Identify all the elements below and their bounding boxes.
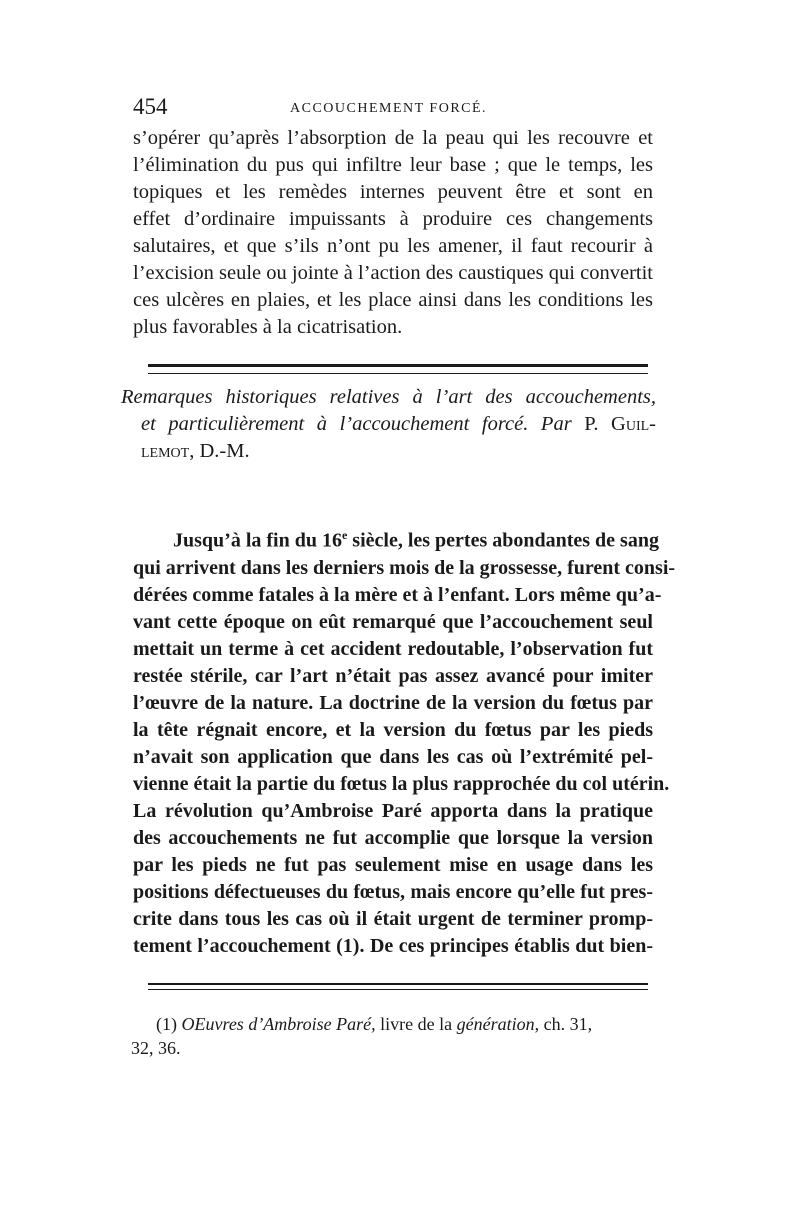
text-line: des accouchements ne fut accomplie que lorsque la version xyxy=(133,826,653,849)
footnote xyxy=(131,1012,671,1060)
text-fragment: Jusqu’à la fin du 16 xyxy=(173,529,342,552)
text-line: n’avait son application que dans les cas où l’extrémité pel- xyxy=(133,745,653,768)
page-header xyxy=(133,94,653,120)
footnote-marker: (1) xyxy=(156,1014,182,1034)
cited-work-title: OEuvres d’Ambroise Paré, xyxy=(181,1014,376,1034)
text-line xyxy=(133,522,659,555)
article-title xyxy=(121,384,656,465)
author-name-continued: lemot, D.-M. xyxy=(141,440,250,462)
previous-paragraph xyxy=(133,125,653,341)
text-line: crite dans tous les cas où il était urgent de terminer promp- xyxy=(133,907,653,930)
text-line: l’excision seule ou jointe à l’action des caustiques qui convertit xyxy=(133,262,653,284)
text-line: la tête régnait encore, et la version du fœtus par les pieds xyxy=(133,718,653,741)
text-line: La révolution qu’Ambroise Paré apporta dans la pratique xyxy=(133,799,653,822)
author-name: P. Guil- xyxy=(584,413,657,435)
text-line: effet d’ordinaire impuissants à produire ces changements xyxy=(133,208,653,230)
body-paragraph xyxy=(133,522,676,960)
text-line: l’élimination du pus qui infiltre leur base ; que le temps, les xyxy=(133,154,653,176)
text-line: restée stérile, car l’art n’était pas assez avancé pour imiter xyxy=(133,664,653,687)
title-line xyxy=(121,411,656,438)
superscript: e xyxy=(341,528,348,542)
footnote-line xyxy=(131,1012,671,1036)
text-line: salutaires, et que s’ils n’ont pu les amener, il faut recourir à xyxy=(133,235,653,257)
text-line: tement l’accouchement (1). De ces principes établis dut bien- xyxy=(133,934,653,957)
running-title: ACCOUCHEMENT FORCÉ. xyxy=(290,101,488,116)
footnote-text: livre de la xyxy=(375,1014,457,1034)
text-line: topiques et les remèdes internes peuvent être et sont en xyxy=(133,181,653,203)
title-text: et particulièrement à l’accouchement forcé. Par xyxy=(141,413,572,435)
text-line: qui arrivent dans les derniers mois de la grossesse, furent consi- xyxy=(133,556,676,579)
section-divider xyxy=(148,364,648,374)
page-number: 454 xyxy=(133,94,168,119)
text-line: plus favorables à la cicatrisation. xyxy=(133,316,403,338)
footnote-line: 32, 36. xyxy=(131,1038,181,1058)
text-fragment: siècle, les pertes abondantes de sang xyxy=(347,529,659,552)
cited-section-title: génération xyxy=(456,1014,535,1034)
title-line: Remarques historiques relatives à l’art des accouchements, xyxy=(121,386,656,408)
text-line: mettait un terme à cet accident redoutable, l’observation fut xyxy=(133,637,653,660)
footnote-divider xyxy=(148,983,648,990)
text-line: s’opérer qu’après l’absorption de la peau qui les recouvre et xyxy=(133,127,653,149)
text-line: ces ulcères en plaies, et les place ainsi dans les conditions les xyxy=(133,289,653,311)
text-line: positions défectueuses du fœtus, mais encore qu’elle fut pres- xyxy=(133,880,653,903)
text-line: vant cette époque on eût remarqué que l’accouchement seul xyxy=(133,610,653,633)
text-line: l’œuvre de la nature. La doctrine de la version du fœtus par xyxy=(133,691,653,714)
footnote-text: , ch. 31, xyxy=(534,1014,593,1034)
text-line: dérées comme fatales à la mère et à l’enfant. Lors même qu’a- xyxy=(133,583,662,606)
text-line: vienne était la partie du fœtus la plus rapprochée du col utérin. xyxy=(133,772,670,795)
text-line: par les pieds ne fut pas seulement mise en usage dans les xyxy=(133,853,653,876)
